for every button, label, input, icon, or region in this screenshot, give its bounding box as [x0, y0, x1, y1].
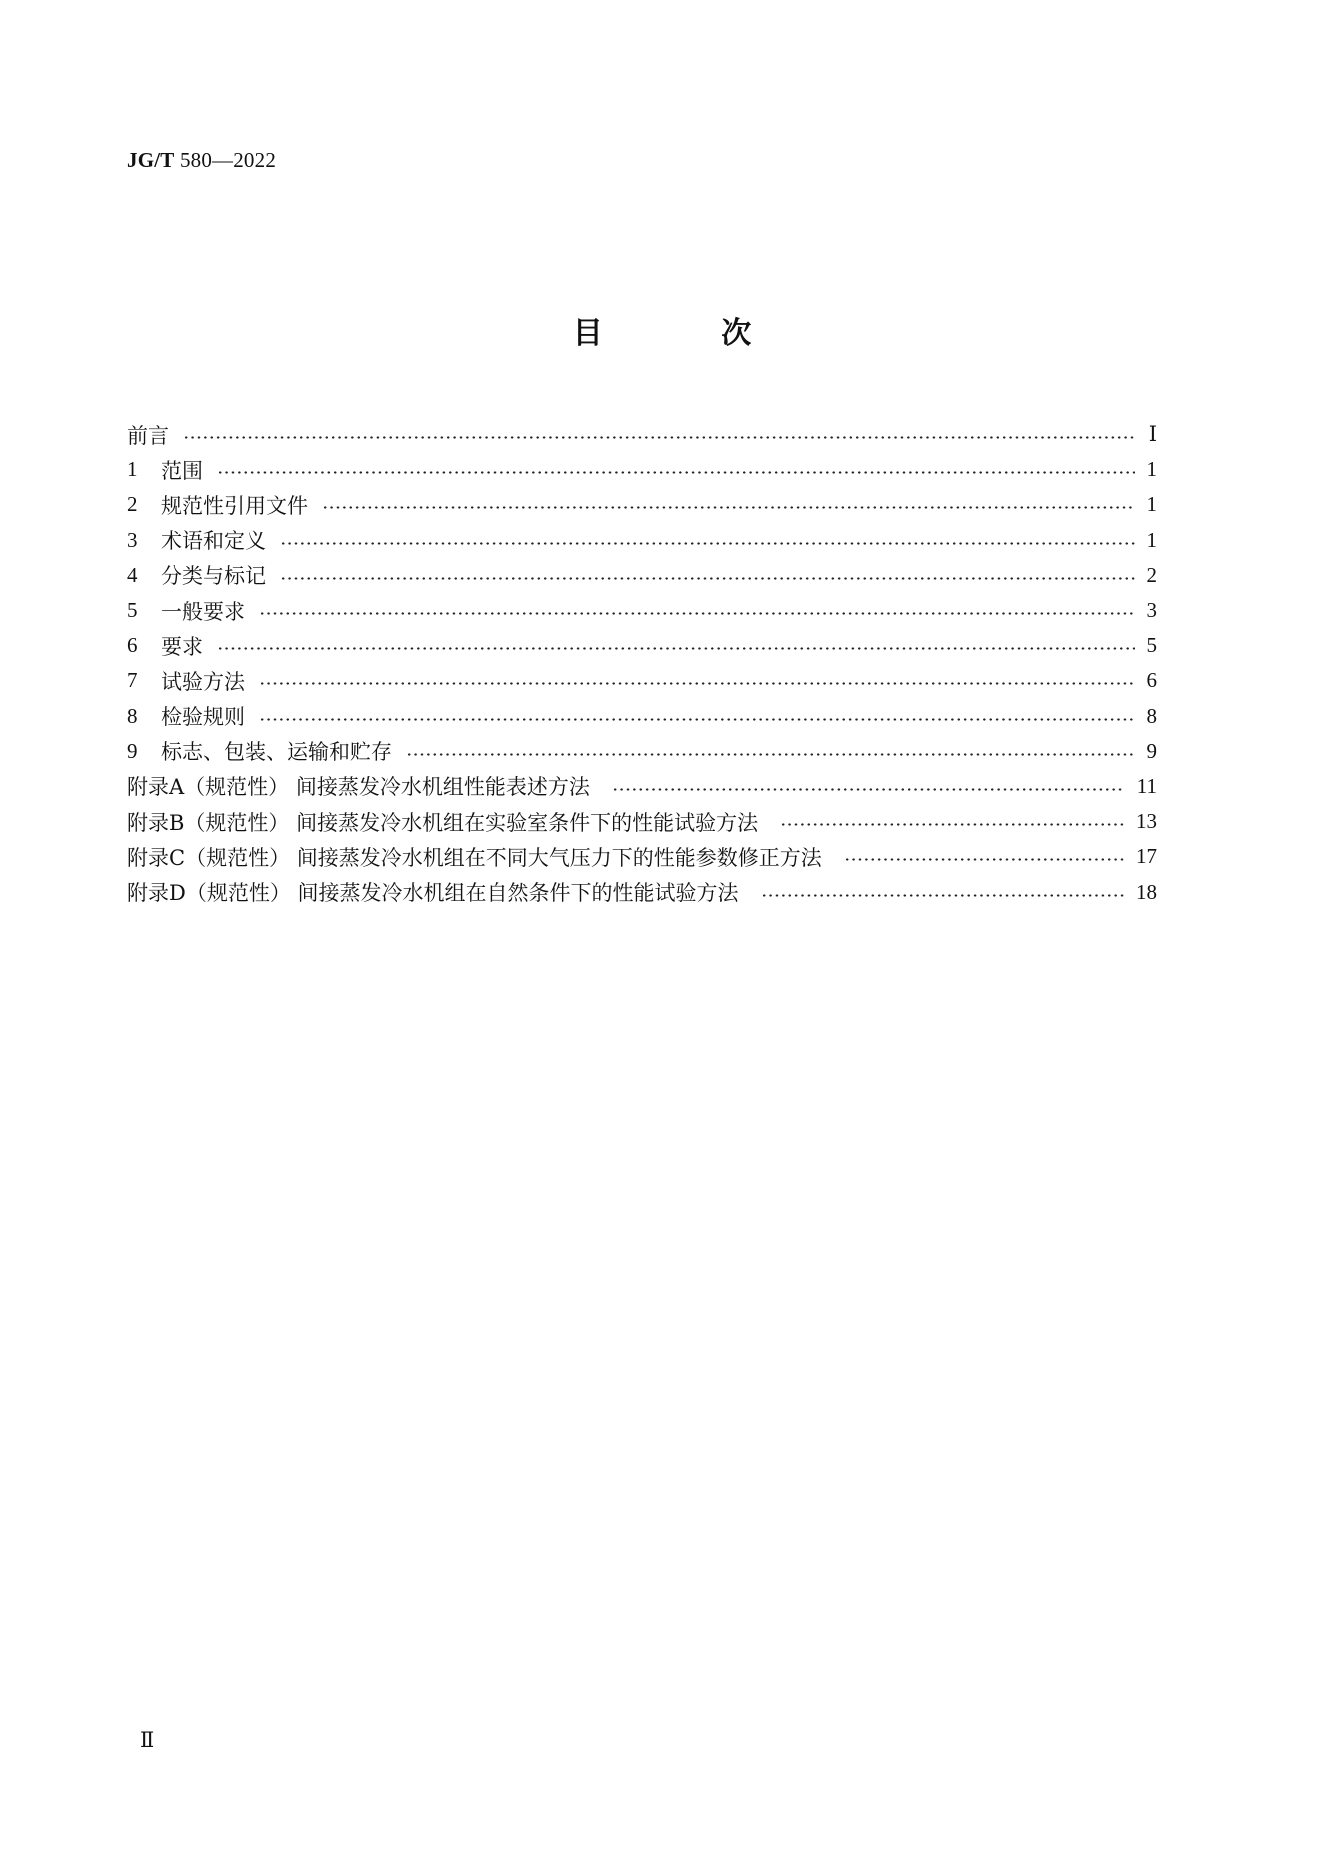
table-of-contents: [127, 417, 1157, 910]
dot-leader: [406, 752, 1135, 757]
toc-entry-label: 术语和定义: [161, 529, 266, 554]
dot-leader: [259, 717, 1135, 722]
toc-entry-page: 11: [1136, 773, 1157, 798]
toc-entry-number: 5: [127, 598, 138, 623]
toc-entry-page: 3: [1146, 598, 1157, 623]
toc-entry-appendix-a[interactable]: [127, 769, 1157, 804]
toc-entry-2[interactable]: [127, 487, 1157, 522]
toc-entry-6[interactable]: [127, 628, 1157, 663]
toc-entry-page: 17: [1136, 844, 1157, 869]
toc-entry-page: 8: [1146, 703, 1157, 728]
dot-leader: [217, 646, 1135, 651]
toc-entry-label: 标志、包装、运输和贮存: [161, 740, 392, 765]
dot-leader: [259, 611, 1135, 616]
dot-leader: [280, 576, 1135, 581]
toc-entry-number: 2: [127, 492, 138, 517]
dot-leader: [280, 541, 1135, 546]
standard-code: JG/T: [127, 148, 175, 172]
toc-entry-page: 1: [1146, 492, 1157, 517]
standard-header: [127, 148, 276, 173]
toc-entry-9[interactable]: [127, 734, 1157, 769]
toc-entry-page: 9: [1146, 738, 1157, 763]
toc-entry-appendix-c[interactable]: [127, 839, 1157, 874]
standard-number: 580—2022: [179, 148, 277, 172]
toc-entry-4[interactable]: [127, 558, 1157, 593]
toc-entry-page: Ⅰ: [1148, 422, 1157, 447]
toc-entry-appendix-b[interactable]: [127, 804, 1157, 839]
footer-page-number: Ⅱ: [140, 1728, 155, 1752]
toc-entry-page: 1: [1146, 457, 1157, 482]
toc-entry-1[interactable]: [127, 452, 1157, 487]
toc-entry-8[interactable]: [127, 699, 1157, 734]
toc-entry-page: 6: [1146, 668, 1157, 693]
toc-entry-number: 6: [127, 633, 138, 658]
toc-entry-number: 9: [127, 738, 138, 763]
toc-entry-appendix-d[interactable]: [127, 874, 1157, 909]
toc-entry-page: 2: [1146, 562, 1157, 587]
toc-entry-label: 附录A（规范性） 间接蒸发冷水机组性能表述方法: [127, 775, 590, 800]
toc-entry-number: 3: [127, 527, 138, 552]
toc-entry-label: 检验规则: [161, 705, 245, 730]
toc-entry-label: 一般要求: [161, 599, 245, 624]
dot-leader: [322, 505, 1135, 510]
toc-entry-number: 1: [127, 457, 138, 482]
toc-entry-label: 附录B（规范性） 间接蒸发冷水机组在实验室条件下的性能试验方法: [127, 810, 759, 835]
toc-entry-label: 附录D（规范性） 间接蒸发冷水机组在自然条件下的性能试验方法: [127, 881, 739, 906]
dot-leader: [844, 857, 1124, 862]
toc-title: 目 次: [572, 316, 806, 351]
toc-entry-foreword[interactable]: [127, 417, 1157, 452]
toc-entry-3[interactable]: [127, 523, 1157, 558]
toc-entry-label: 试验方法: [161, 669, 245, 694]
toc-entry-label: 范围: [161, 458, 203, 483]
dot-leader: [780, 822, 1124, 827]
toc-entry-page: 1: [1146, 527, 1157, 552]
toc-entry-7[interactable]: [127, 663, 1157, 698]
toc-entry-label: 前言: [127, 423, 169, 448]
dot-leader: [217, 470, 1135, 475]
toc-entry-page: 13: [1136, 809, 1157, 834]
dot-leader: [761, 893, 1124, 898]
dot-leader: [183, 435, 1137, 440]
toc-entry-page: 5: [1146, 633, 1157, 658]
dot-leader: [612, 787, 1125, 792]
toc-entry-5[interactable]: [127, 593, 1157, 628]
toc-entry-number: 8: [127, 703, 138, 728]
dot-leader: [259, 681, 1135, 686]
toc-entry-label: 分类与标记: [161, 564, 266, 589]
toc-entry-label: 附录C（规范性） 间接蒸发冷水机组在不同大气压力下的性能参数修正方法: [127, 845, 822, 870]
toc-entry-label: 规范性引用文件: [161, 493, 308, 518]
toc-entry-number: 4: [127, 562, 138, 587]
toc-entry-number: 7: [127, 668, 138, 693]
toc-entry-page: 18: [1136, 879, 1157, 904]
toc-entry-label: 要求: [161, 634, 203, 659]
